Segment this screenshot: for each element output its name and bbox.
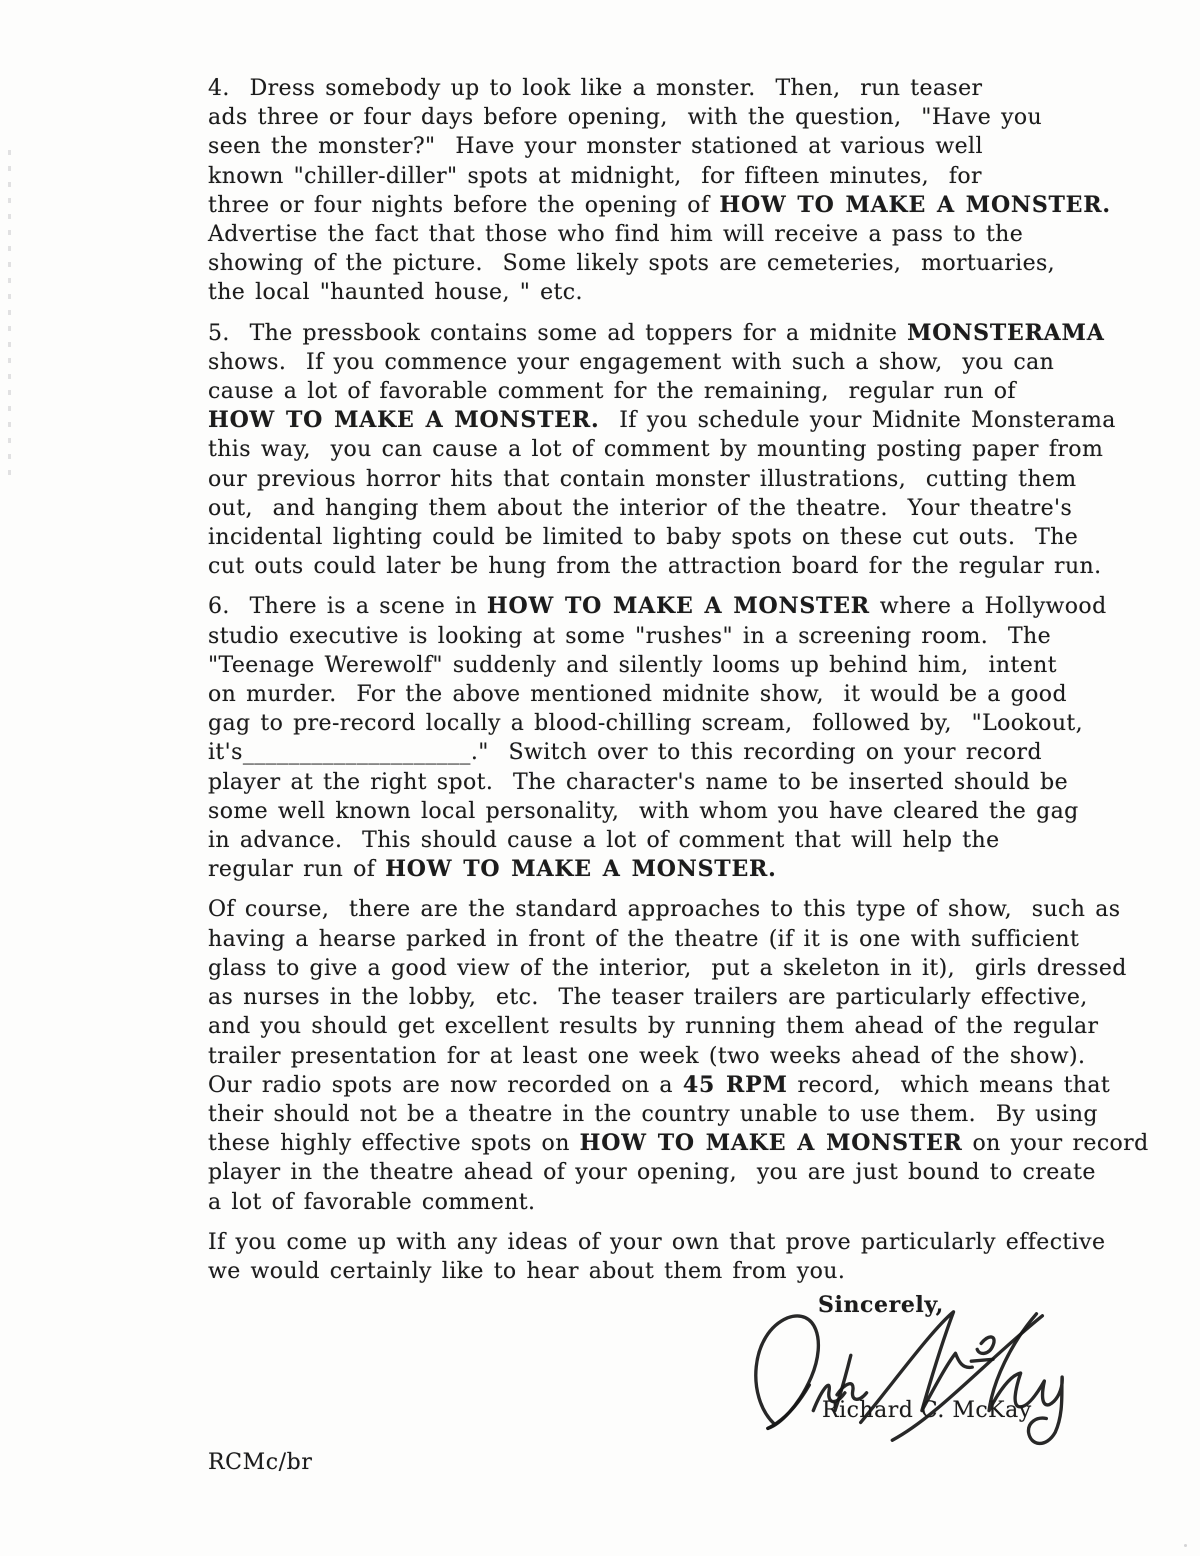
signature bbox=[742, 1300, 1087, 1458]
paragraph bbox=[208, 592, 1128, 884]
paragraph bbox=[208, 895, 1149, 1216]
letter-line: three or four nights before the opening of HOW TO MAKE A MONSTER. bbox=[208, 191, 1111, 218]
letter-line: known "chiller-diller" spots at midnight, for fifteen minutes, for bbox=[208, 163, 982, 189]
letter-line: these highly effective spots on HOW TO MAKE A MONSTER on your record bbox=[208, 1130, 1149, 1157]
letter-line: shows. If you commence your engagement with such a show, you can bbox=[208, 349, 1055, 375]
letter-line: having a hearse parked in front of the theatre (if it is one with sufficient bbox=[208, 926, 1080, 952]
letter-line: cause a lot of favorable comment for the remaining, regular run of bbox=[208, 379, 1016, 405]
letter-line: HOW TO MAKE A MONSTER. If you schedule your Midnite Monsterama bbox=[208, 407, 1116, 434]
letter-line: Of course, there are the standard approaches to this type of show, such as bbox=[208, 897, 1121, 923]
scan-speck bbox=[1184, 1544, 1187, 1547]
letter-line: seen the monster?" Have your monster stationed at various well bbox=[208, 134, 983, 160]
letter-line: ads three or four days before opening, with the question, "Have you bbox=[208, 105, 1043, 131]
letter-line: our previous horror hits that contain monster illustrations, cutting them bbox=[208, 466, 1077, 492]
letter-line: gag to pre-record locally a blood-chilling scream, followed by, "Lookout, bbox=[208, 711, 1084, 737]
letter-line: and you should get excellent results by running them ahead of the regular bbox=[208, 1014, 1099, 1040]
letter-line: on murder. For the above mentioned midnite show, it would be a good bbox=[208, 682, 1067, 708]
letter-line: as nurses in the lobby, etc. The teaser trailers are particularly effective, bbox=[208, 985, 1088, 1011]
letter-line: the local "haunted house, " etc. bbox=[208, 280, 583, 306]
letter-line: incidental lighting could be limited to baby spots on these cut outs. The bbox=[208, 525, 1079, 551]
letter-line: player in the theatre ahead of your opening, you are just bound to create bbox=[208, 1160, 1096, 1186]
letter-line: cut outs could later be hung from the attraction board for the regular run. bbox=[208, 554, 1102, 580]
letter-line: trailer presentation for at least one week (two weeks ahead of the show). bbox=[208, 1043, 1086, 1069]
letter-line: "Teenage Werewolf" suddenly and silently looms up behind him, intent bbox=[208, 652, 1057, 678]
letter-line: out, and hanging them about the interior of the theatre. Your theatre's bbox=[208, 495, 1073, 521]
letter-line: showing of the picture. Some likely spots are cemeteries, mortuaries, bbox=[208, 251, 1056, 277]
paragraph bbox=[208, 319, 1128, 582]
letter-line: some well known local personality, with whom you have cleared the gag bbox=[208, 798, 1079, 824]
letter-line: glass to give a good view of the interior, put a skeleton in it), girls dressed bbox=[208, 955, 1127, 981]
letter-line: 5. The pressbook contains some ad toppers for a midnite MONSTERAMA bbox=[208, 319, 1105, 346]
letter-line: in advance. This should cause a lot of comment that will help the bbox=[208, 828, 1000, 854]
letter-line: player at the right spot. The character's name to be inserted should be bbox=[208, 769, 1069, 795]
letter-line: If you come up with any ideas of your own that prove particularly effective bbox=[208, 1229, 1106, 1255]
letter-line: a lot of favorable comment. bbox=[208, 1189, 536, 1215]
letter-line: this way, you can cause a lot of comment by mounting posting paper from bbox=[208, 437, 1104, 463]
signatory-name: Richard C. McKay bbox=[822, 1398, 1032, 1423]
closing-salutation: Sincerely, bbox=[818, 1292, 944, 1318]
letter-line: their should not be a theatre in the country unable to use them. By using bbox=[208, 1101, 1098, 1127]
letter-line: 4. Dress somebody up to look like a monster. Then, run teaser bbox=[208, 76, 983, 101]
letter-line: regular run of HOW TO MAKE A MONSTER. bbox=[208, 856, 777, 883]
paragraph bbox=[208, 1228, 1128, 1286]
paragraph bbox=[208, 74, 1128, 308]
letter-line: studio executive is looking at some "rushes" in a screening room. The bbox=[208, 623, 1052, 649]
scan-artifact bbox=[8, 150, 11, 480]
letter-line: Advertise the fact that those who find him will receive a pass to the bbox=[208, 222, 1024, 248]
letter-line: Our radio spots are now recorded on a 45 RPM record, which means that bbox=[208, 1071, 1111, 1098]
letter-body bbox=[208, 74, 1149, 1297]
reference-initials: RCMc/br bbox=[208, 1450, 313, 1475]
letter-line: it's____________________." Switch over to this recording on your record bbox=[208, 740, 1042, 766]
letter-line: 6. There is a scene in HOW TO MAKE A MONSTER where a Hollywood bbox=[208, 593, 1107, 620]
letter-line: we would certainly like to hear about them from you. bbox=[208, 1258, 846, 1284]
